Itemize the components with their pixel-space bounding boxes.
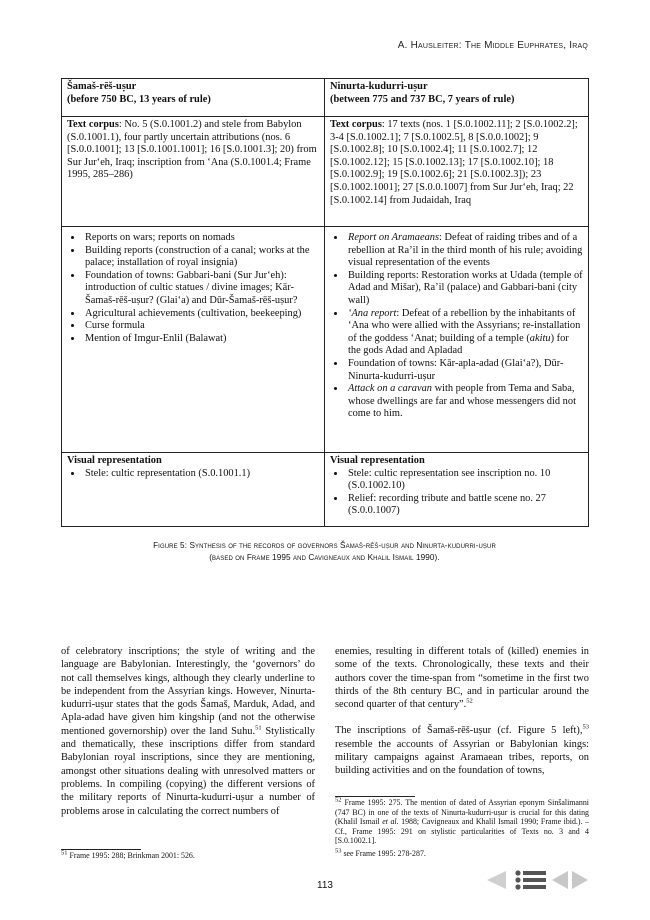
paragraph xyxy=(335,645,589,711)
item-tail: ) for the gods Adad and Apladad xyxy=(348,332,569,357)
footnote-rule xyxy=(335,796,415,797)
arrow-left-icon[interactable] xyxy=(484,869,508,891)
synthesis-table xyxy=(61,78,589,527)
running-head xyxy=(398,40,588,51)
item-text: : Defeat of a rebellion by the inhabitants of ‘Ana who were allied with the Assyrians; re-installation of the goddess ‘Anat; building of a temple ( xyxy=(348,307,581,344)
item-lead: Report on Aramaeans xyxy=(348,232,440,243)
footnote-53 xyxy=(335,849,589,859)
footnote-number: 53 xyxy=(335,847,342,855)
footnote-51 xyxy=(61,851,315,861)
caption-line: Figure 5: Synthesis of the records of governors Šamaš-rēš-uṣur and Ninurta-kudurri-uṣur xyxy=(153,541,496,550)
visual-list xyxy=(330,468,583,518)
item-lead: Attack on a caravan xyxy=(348,383,432,395)
running-head-title: The Middle Euphrates, Iraq xyxy=(464,40,588,51)
list-item: • Agricultural achievements (cultivation, beekeeping) xyxy=(83,308,319,321)
body-column-right xyxy=(335,645,589,778)
running-head-sep: : xyxy=(458,40,465,51)
caption-line: (based on Frame 1995 and Cavigneaux and Khalil Ismail 1990). xyxy=(209,553,440,562)
visual-label: Visual representation xyxy=(330,455,425,466)
paragraph-text: of celebratory inscriptions; the style of writing and the language are Babylonian. Interestingly, the ‘governors’ do not call themselves kings, although they clearly underline to be independent from the Assyrian kings. However, Ninurta-kudurri-uṣur states that the gods Šamaš, Marduk, Adad, and Apla-adad have given him kingship (and not the otherwise mentioned governorship) over the land Suhu. xyxy=(61,646,315,737)
list-item xyxy=(346,308,583,358)
corpus-cell-samas xyxy=(62,117,325,227)
visual-cell-samas xyxy=(62,453,325,527)
corpus-text: : 17 texts (nos. 1 [S.0.1002.11]; 2 [S.0.1002.2]; 3-4 [S.0.1002.1]; 7 [S.0.1002.5], 8 [S.0.0.1002]; 9 [S.0.1002.8]; 10 [S.0.1002.4]; 11 [S.0.1002.7]; 12 [S.0.1002.12]; 15 [S.0.1002.13]; 17 [S.0.1002.10]; 18 [S.0.1002.9]; 19 [S.0.1002.6]; 21 [S.0.1002.3]); 23 [S.0.1002.1001]; 27 [S.0.0.1007] from Sur Jur‘eh, Iraq; 22 [S.0.1002.14] from Judaidah, Iraq xyxy=(330,119,578,206)
footnote-number: 51 xyxy=(61,849,68,857)
triangle-right-icon[interactable] xyxy=(570,869,590,891)
corpus-text: : No. 5 (S.0.1001.2) and stele from Babylon (S.0.1001.1), four partly uncertain attributions (nos. 6 [S.0.0.1001]; 13 [S.0.1001.1001]; 16 [S.0.1001.3]; 20) from Sur Jur‘eh, Iraq; inscription from ‘Ana (S.0.1001.4; Frame 1995, 285–286) xyxy=(67,119,317,181)
item-text: Building reports: Restoration works at Udada (temple of Adad and Mišar), Ra’il (palace) and Gabbari-bani (city wall) xyxy=(348,269,583,306)
paragraph-text: resemble the accounts of Assyrian or Babylonian kings: military campaigns against Aramaean tribes, reports, on building activities and on the foundation of towns, xyxy=(335,738,589,777)
footnote-text: see Frame 1995: 278-287. xyxy=(341,849,426,858)
footnote-rule xyxy=(61,849,141,850)
content-cell-samas xyxy=(62,227,325,453)
paragraph xyxy=(61,645,315,818)
list-item xyxy=(346,358,583,383)
table-corpus-row xyxy=(62,117,589,227)
table-content-row xyxy=(62,227,589,453)
corpus-label: Text corpus xyxy=(67,119,119,130)
footnote-ref[interactable]: 53 xyxy=(582,724,589,732)
list-item xyxy=(346,232,583,270)
header-cell-samas xyxy=(62,79,325,117)
list-item: • Reports on wars; reports on nomads xyxy=(83,232,319,245)
list-item: • Stele: cultic representation see inscription no. 10 (S.0.1002.10) xyxy=(346,468,583,493)
list-item: • Building reports (construction of a canal; works at the palace; installation of royal insignia) xyxy=(83,245,319,270)
header-name: Šamaš-rēš-uṣur xyxy=(67,81,137,92)
list-menu-icon[interactable] xyxy=(514,869,548,891)
footnote-ref[interactable]: 52 xyxy=(466,697,473,705)
footnote-text: Frame 1995: 275. The mention of dated of Assyrian eponym Sinšalimanni (747 BC) in one of the texts of Ninurta-kudurri-uṣur is crucial for this dating (Khalil Ismail xyxy=(335,798,589,827)
visual-list xyxy=(67,468,319,481)
list-item: • Relief: recording tribute and battle scene no. 27 (S.0.0.1007) xyxy=(346,493,583,518)
page-number: 113 xyxy=(317,880,333,891)
footnote-52 xyxy=(335,798,589,846)
list-item: • Foundation of towns: Gabbari-bani (Sur Jur‘eh): introduction of cultic statues / divine images; Kār-Šamaš-rēš-uṣur? (Glai‘a) and Dūr-Šamaš-rēš-uṣur? xyxy=(83,270,319,308)
visual-cell-ninurta xyxy=(325,453,589,527)
item-text: with people from Tema and Saba, whose dwellings are far and whose messengers did not come to him. xyxy=(348,383,576,420)
footnote-number: 52 xyxy=(335,796,342,804)
header-name: Ninurta-kudurri-uṣur xyxy=(330,81,428,92)
figure-caption xyxy=(61,540,588,564)
list-item xyxy=(346,383,583,421)
item-lead: ‘Ana report xyxy=(348,307,397,319)
paragraph-text: Stylistically and thematically, these inscriptions differ from standard Babylonian royal inscriptions, since they are mentioning, amongst other situations dealing with unresolved matters or problems. In compiling (copying) the different versions of the military reports of Ninurta-kudurri-uṣur a number of problems arose in calculating the correct numbers of xyxy=(61,725,315,817)
header-sub: (between 775 and 737 BC, 7 years of rule) xyxy=(330,93,515,105)
corpus-cell-ninurta xyxy=(325,117,589,227)
list-item: • Mention of Imgur-Enlil (Balawat) xyxy=(83,333,319,346)
paragraph xyxy=(335,724,589,777)
paragraph-text: The inscriptions of Šamaš-rēš-uṣur (cf. Figure 5 left), xyxy=(335,725,583,737)
item-text: : Defeat of raiding tribes and of a rebellion at Ra’il in the third month of his rule; avoiding visual representation of the events xyxy=(348,232,583,269)
list-item: • Stele: cultic representation (S.0.1001.1) xyxy=(83,468,319,481)
content-list xyxy=(67,232,319,345)
item-emph: akitu xyxy=(529,332,551,344)
corpus-label: Text corpus xyxy=(330,119,382,130)
content-list xyxy=(330,232,583,421)
list-item xyxy=(346,270,583,308)
content-cell-ninurta xyxy=(325,227,589,453)
footnote-text: 1988; Cavigneaux and Khalil Ismail 1990; Frame ibid.). – Cf., Frame 1995: 291 on stylistic particularities of Texts no. 3 and 4 [S.0.1002.1]. xyxy=(335,817,589,846)
table-header-row xyxy=(62,79,589,117)
footnote-emph: et al. xyxy=(382,817,399,827)
triangle-left-icon[interactable] xyxy=(550,869,570,891)
paragraph-text: enemies, resulting in different totals of (killed) enemies in some of the texts. Chronologically, these texts and their authors cover the time-span from “sometime in the first two thirds of the 8th century BC, and in particular around the second quarter of that century”. xyxy=(335,646,589,711)
header-sub: (before 750 BC, 13 years of rule) xyxy=(67,93,211,105)
table-visual-row xyxy=(62,453,589,527)
body-column-left xyxy=(61,645,315,818)
footnote-ref[interactable]: 51 xyxy=(255,724,262,732)
header-cell-ninurta xyxy=(325,79,589,117)
visual-label: Visual representation xyxy=(67,455,162,466)
running-head-author: A. Hausleiter xyxy=(397,40,459,51)
item-text: Foundation of towns: Kār-apla-adad (Glai‘a?), Dūr-Ninurta-kudurri-uṣur xyxy=(348,357,564,382)
footnote-text: Frame 1995: 288; Brinkman 2001: 526. xyxy=(67,851,195,860)
list-item: • Curse formula xyxy=(83,320,319,333)
